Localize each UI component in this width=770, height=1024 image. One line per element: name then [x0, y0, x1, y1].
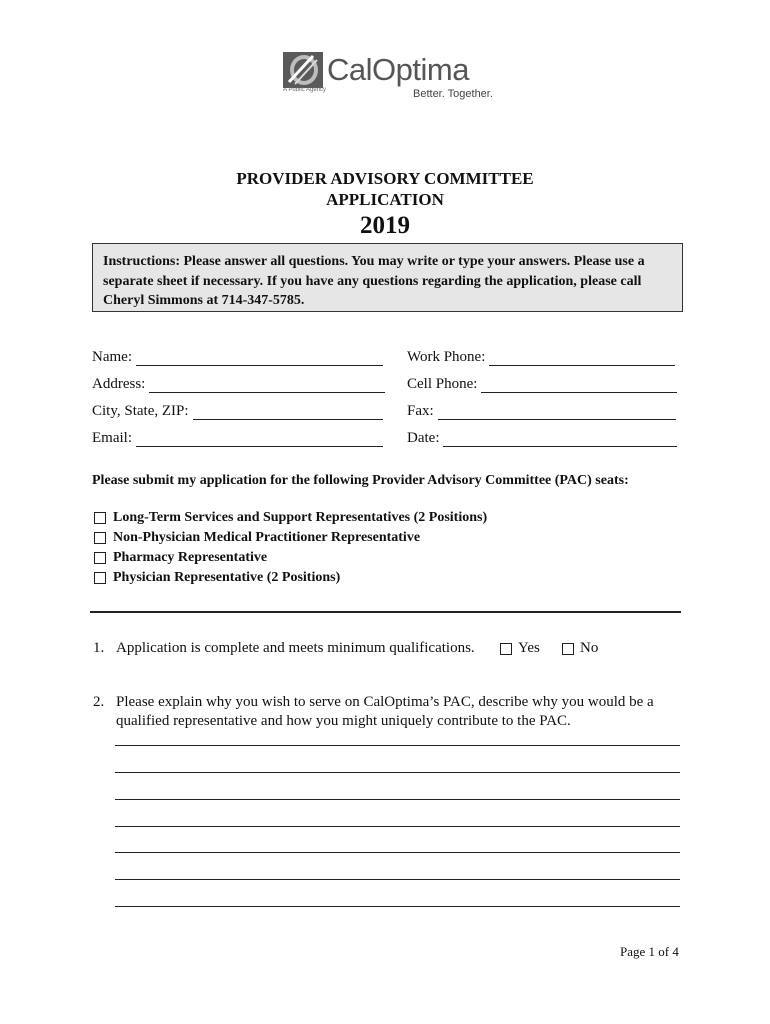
answer-line[interactable]	[115, 799, 680, 800]
logo-name: CalOptima	[327, 52, 469, 87]
name-field[interactable]	[92, 349, 383, 366]
no-label: No	[580, 640, 599, 656]
answer-line[interactable]	[115, 745, 680, 746]
seat-option[interactable]	[94, 530, 420, 546]
question-1-no-option[interactable]	[562, 640, 598, 657]
seat-option[interactable]	[94, 510, 487, 526]
name-input-line[interactable]	[136, 351, 383, 366]
checkbox-icon[interactable]	[94, 572, 106, 584]
logo-tagline: Better. Together.	[413, 88, 493, 100]
name-label: Name:	[92, 349, 132, 365]
answer-line[interactable]	[115, 826, 680, 827]
question-2-number: 2.	[93, 694, 105, 710]
email-field[interactable]	[92, 430, 383, 447]
question-1-number: 1.	[93, 640, 105, 656]
fax-field[interactable]	[407, 403, 676, 420]
seats-heading: Please submit my application for the following Provider Advisory Committee (PAC) seats:	[92, 473, 629, 488]
instructions-box: Instructions: Please answer all questions. You may write or type your answers. Please use a separate sheet if necessary. If you have any questions regarding the application, please call Cheryl Simmons at 714-347-5785.	[92, 243, 683, 312]
seat-option-label: Pharmacy Representative	[113, 550, 268, 565]
question-1-text: Application is complete and meets minimum qualifications.	[116, 640, 475, 656]
checkbox-icon[interactable]	[94, 512, 106, 524]
checkbox-icon[interactable]	[94, 532, 106, 544]
fax-label: Fax:	[407, 403, 434, 419]
seat-option[interactable]	[94, 570, 340, 586]
seat-option-label: Physician Representative (2 Positions)	[113, 570, 341, 585]
seat-option[interactable]	[94, 550, 267, 566]
answer-line[interactable]	[115, 906, 680, 907]
answer-line[interactable]	[115, 852, 680, 853]
logo-agency: A Public Agency	[283, 87, 327, 93]
email-label: Email:	[92, 430, 132, 446]
caloptima-logo	[283, 50, 493, 104]
checkbox-icon[interactable]	[94, 552, 106, 564]
city-state-zip-input-line[interactable]	[193, 405, 383, 420]
checkbox-icon[interactable]	[500, 643, 512, 655]
address-input-line[interactable]	[149, 378, 385, 393]
answer-line[interactable]	[115, 772, 680, 773]
seat-option-label: Long-Term Services and Support Representatives (2 Positions)	[113, 510, 488, 525]
city-state-zip-label: City, State, ZIP:	[92, 403, 189, 419]
question-1-yes-option[interactable]	[500, 640, 540, 657]
cell-phone-input-line[interactable]	[481, 378, 677, 393]
address-label: Address:	[92, 376, 146, 392]
question-2-text-line-2: qualified representative and how you might uniquely contribute to the PAC.	[116, 713, 571, 729]
form-subtitle: APPLICATION	[326, 190, 444, 209]
date-input-line[interactable]	[443, 432, 677, 447]
caloptima-logo-icon	[283, 52, 323, 88]
seat-option-label: Non-Physician Medical Practitioner Representative	[113, 530, 421, 545]
answer-line[interactable]	[115, 879, 680, 880]
email-input-line[interactable]	[136, 432, 383, 447]
form-title: PROVIDER ADVISORY COMMITTEE	[236, 169, 534, 188]
form-year: 2019	[360, 212, 410, 239]
work-phone-field[interactable]	[407, 349, 675, 366]
yes-label: Yes	[518, 640, 540, 656]
fax-input-line[interactable]	[438, 405, 676, 420]
city-state-zip-field[interactable]	[92, 403, 383, 420]
date-field[interactable]	[407, 430, 677, 447]
cell-phone-label: Cell Phone:	[407, 376, 478, 392]
address-field[interactable]	[92, 376, 385, 393]
cell-phone-field[interactable]	[407, 376, 677, 393]
section-divider	[90, 611, 681, 613]
checkbox-icon[interactable]	[562, 643, 574, 655]
date-label: Date:	[407, 430, 440, 446]
work-phone-input-line[interactable]	[489, 351, 675, 366]
work-phone-label: Work Phone:	[407, 349, 486, 365]
question-2-text-line-1: Please explain why you wish to serve on CalOptima’s PAC, describe why you would be a	[116, 694, 654, 710]
page-number: Page 1 of 4	[620, 944, 679, 959]
